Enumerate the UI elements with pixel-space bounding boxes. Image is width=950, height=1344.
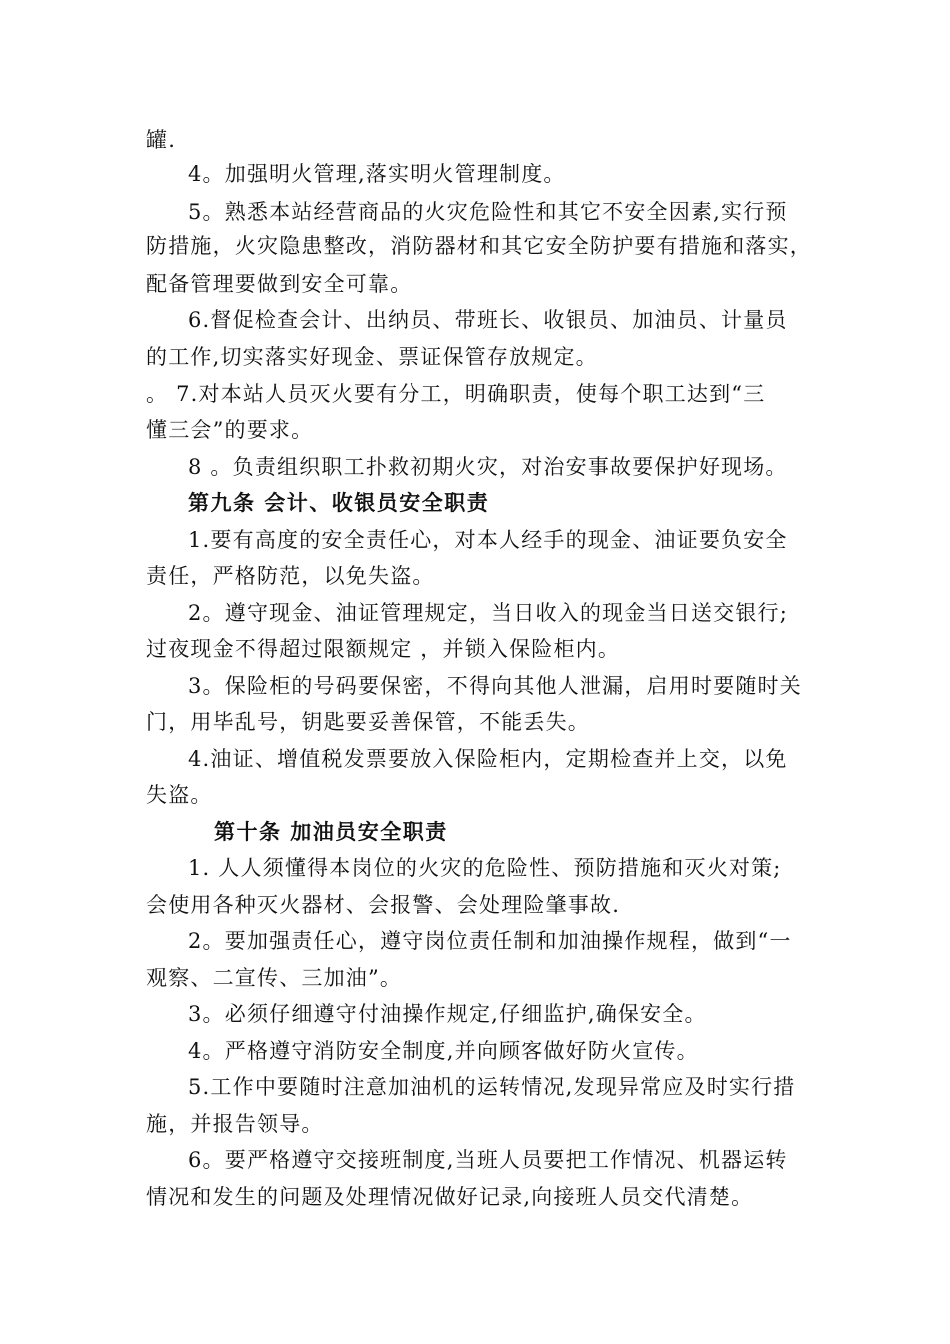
text-line: 过夜现金不得超过限额规定 ，并锁入保险柜内。: [146, 637, 621, 661]
text-line: 5.工作中要随时注意加油机的运转情况,发现异常应及时实行措: [188, 1075, 796, 1099]
text-line: 情况和发生的问题及处理情况做好记录,向接班人员交代清楚。: [146, 1185, 754, 1209]
text-line: 3。保险柜的号码要保密，不得向其他人泄漏，启用时要随时关: [188, 674, 802, 698]
text-line: 罐.: [146, 128, 177, 152]
text-line: 4。加强明火管理,落实明火管理制度。: [188, 162, 566, 186]
text-line: 责任，严格防范，以免失盗。: [146, 564, 435, 588]
text-line: 门，用毕乱号，钥匙要妥善保管，不能丢失。: [146, 710, 590, 734]
text-line: 施，并报告领导。: [146, 1112, 324, 1136]
text-line: 1.要有高度的安全责任心，对本人经手的现金、油证要负安全: [188, 528, 788, 552]
text-line: 2。遵守现金、油证管理规定，当日收入的现金当日送交银行;: [188, 601, 789, 625]
text-line: 懂三会”的要求。: [146, 418, 314, 442]
text-line: 6.督促检查会计、出纳员、带班长、收银员、加油员、计量员: [188, 308, 788, 332]
text-line: 6。要严格遵守交接班制度,当班人员要把工作情况、机器运转: [188, 1148, 788, 1172]
section-heading: 第九条 会计、收银员安全职责: [188, 490, 490, 515]
text-line: 2。要加强责任心，遵守岗位责任制和加油操作规程，做到“一: [188, 929, 792, 953]
text-line: 失盗。: [146, 783, 213, 807]
text-line: 的工作,切实落实好现金、票证保管存放规定。: [146, 345, 598, 369]
text-line: 配备管理要做到安全可靠。: [146, 272, 413, 296]
text-line: 8 。负责组织职工扑救初期火灾，对治安事故要保护好现场。: [188, 455, 788, 479]
text-line: 3。必须仔细遵守付油操作规定,仔细监护,确保安全。: [188, 1002, 707, 1026]
text-line: 防措施，火灾隐患整改，消防器材和其它安全防护要有措施和落实，: [146, 234, 812, 258]
text-line: 。 7.对本站人员灭火要有分工，明确职责，使每个职工达到“三: [146, 382, 766, 406]
text-line: 5。熟悉本站经营商品的火灾危险性和其它不安全因素,实行预: [188, 200, 788, 224]
text-line: 4。严格遵守消防安全制度,并向顾客做好防火宣传。: [188, 1039, 699, 1063]
text-line: 1. 人人须懂得本岗位的火灾的危险性、预防措施和灭火对策;: [188, 856, 782, 880]
text-line: 4.油证、增值税发票要放入保险柜内，定期检查并上交，以免: [188, 747, 788, 771]
section-heading: 第十条 加油员安全职责: [214, 819, 448, 844]
text-line: 会使用各种灭火器材、会报警、会处理险肇事故.: [146, 893, 621, 917]
text-line: 观察、二宣传、三加油”。: [146, 966, 403, 990]
